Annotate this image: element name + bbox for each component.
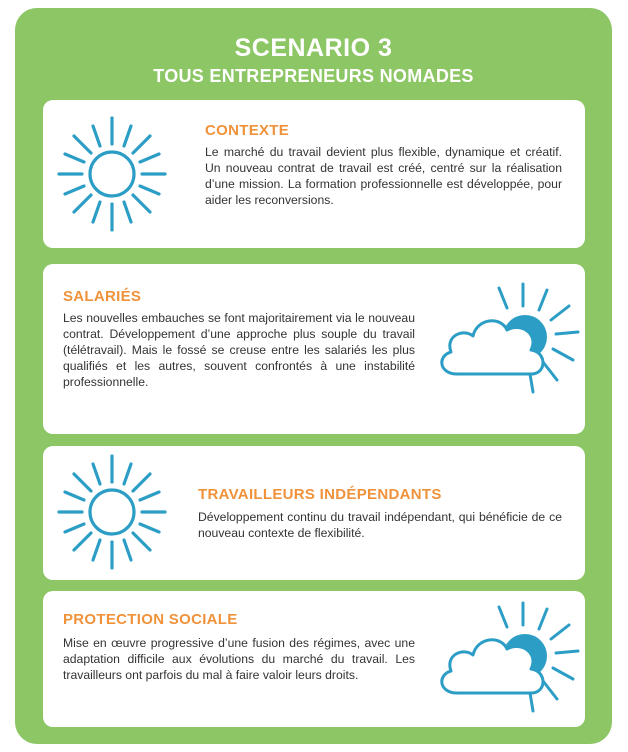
scenario-title: SCENARIO 3 xyxy=(234,34,393,62)
sun-icon xyxy=(57,452,167,577)
card-contexte xyxy=(43,100,585,248)
card-heading: PROTECTION SOCIALE xyxy=(63,611,238,628)
card-protection-sociale xyxy=(43,591,585,727)
card-text: Mise en œuvre progressive d’une fusion des régimes, avec une adaptation difficile aux évolutions du marché du travail. Les travailleurs ont parfois du mal à faire valoir leurs droits. xyxy=(63,636,415,682)
card-heading: CONTEXTE xyxy=(205,122,290,139)
card-travailleurs-independants xyxy=(43,446,585,580)
card-text: Les nouvelles embauches se font majoritairement via le nouveau contrat. Développement d’une approche plus souple du travail (télétravail). Mais le fossé se creuse entre les salariés les plus qualifiés et les autres, souvent confrontés à une instabilité professionnelle. xyxy=(63,311,415,389)
card-heading: TRAVAILLEURS INDÉPENDANTS xyxy=(198,486,442,503)
card-text: Développement continu du travail indépendant, qui bénéficie de ce nouveau contexte de flexibilité. xyxy=(198,510,562,540)
card-salaries xyxy=(43,264,585,434)
card-text: Le marché du travail devient plus flexible, dynamique et créatif. Un nouveau contrat de travail est créé, centré sur la réalisation d’une mission. La formation professionnelle est développée, pour aider les reconversions. xyxy=(205,145,562,207)
card-heading: SALARIÉS xyxy=(63,288,142,305)
sun-icon xyxy=(57,114,167,239)
sun-behind-cloud-icon xyxy=(435,282,580,405)
scenario-panel xyxy=(15,8,612,744)
scenario-subtitle: TOUS ENTREPRENEURS NOMADES xyxy=(153,66,474,86)
sun-behind-cloud-icon xyxy=(435,601,580,724)
